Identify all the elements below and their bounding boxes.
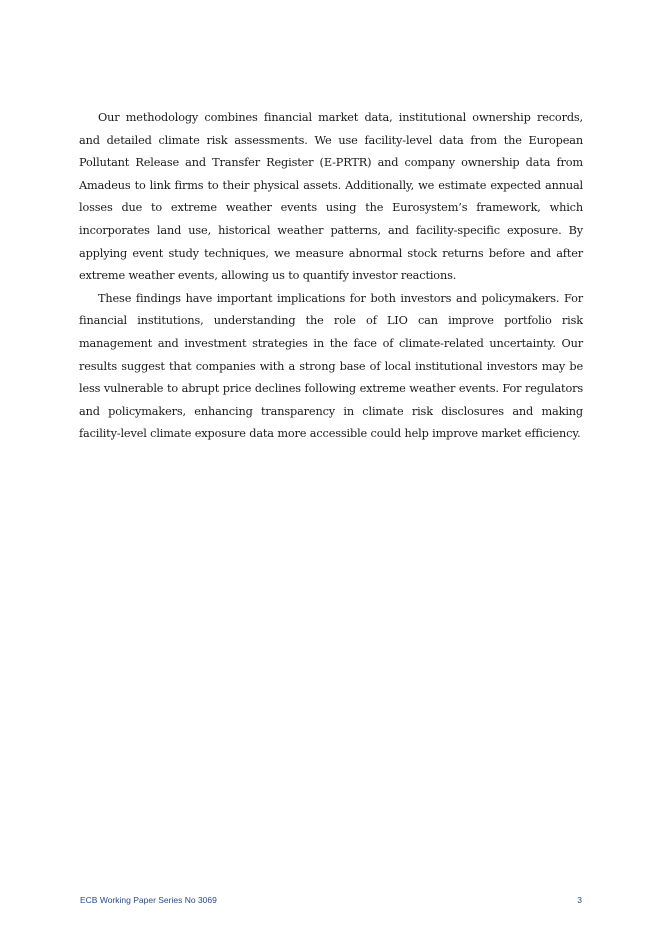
paragraph-implications: These findings have important implications for both investors and policymakers. For financial institutions, understanding the role of LIO can improve portfolio risk management and investment strategies in the face of climate-related uncertainty. Our results suggest that companies with a strong base of local institutional investors may be less vulnerable to abrupt price declines following extreme weather events. For regulators and policymakers, enhancing transparency in climate risk disclosures and making facility-level climate exposure data more accessible could help improve market efficiency.: [79, 291, 583, 441]
footer-series-title: ECB Working Paper Series No 3069: [80, 895, 217, 905]
footer-page-number: 3: [577, 895, 582, 905]
page-footer: [80, 895, 582, 905]
paragraph-methodology: Our methodology combines financial market data, institutional ownership records, and detailed climate risk assessments. We use facility-level data from the European Pollutant Release and Transfer Register (E-PRTR) and company ownership data from Amadeus to link firms to their physical assets. Additionally, we estimate expected annual losses due to extreme weather events using the Eurosystem’s framework, which incorporates land use, historical weather patterns, and facility-specific exposure. By applying event study techniques, we measure abnormal stock returns before and after extreme weather events, allowing us to quantify investor reactions.: [79, 111, 583, 283]
body-text: [79, 107, 583, 446]
